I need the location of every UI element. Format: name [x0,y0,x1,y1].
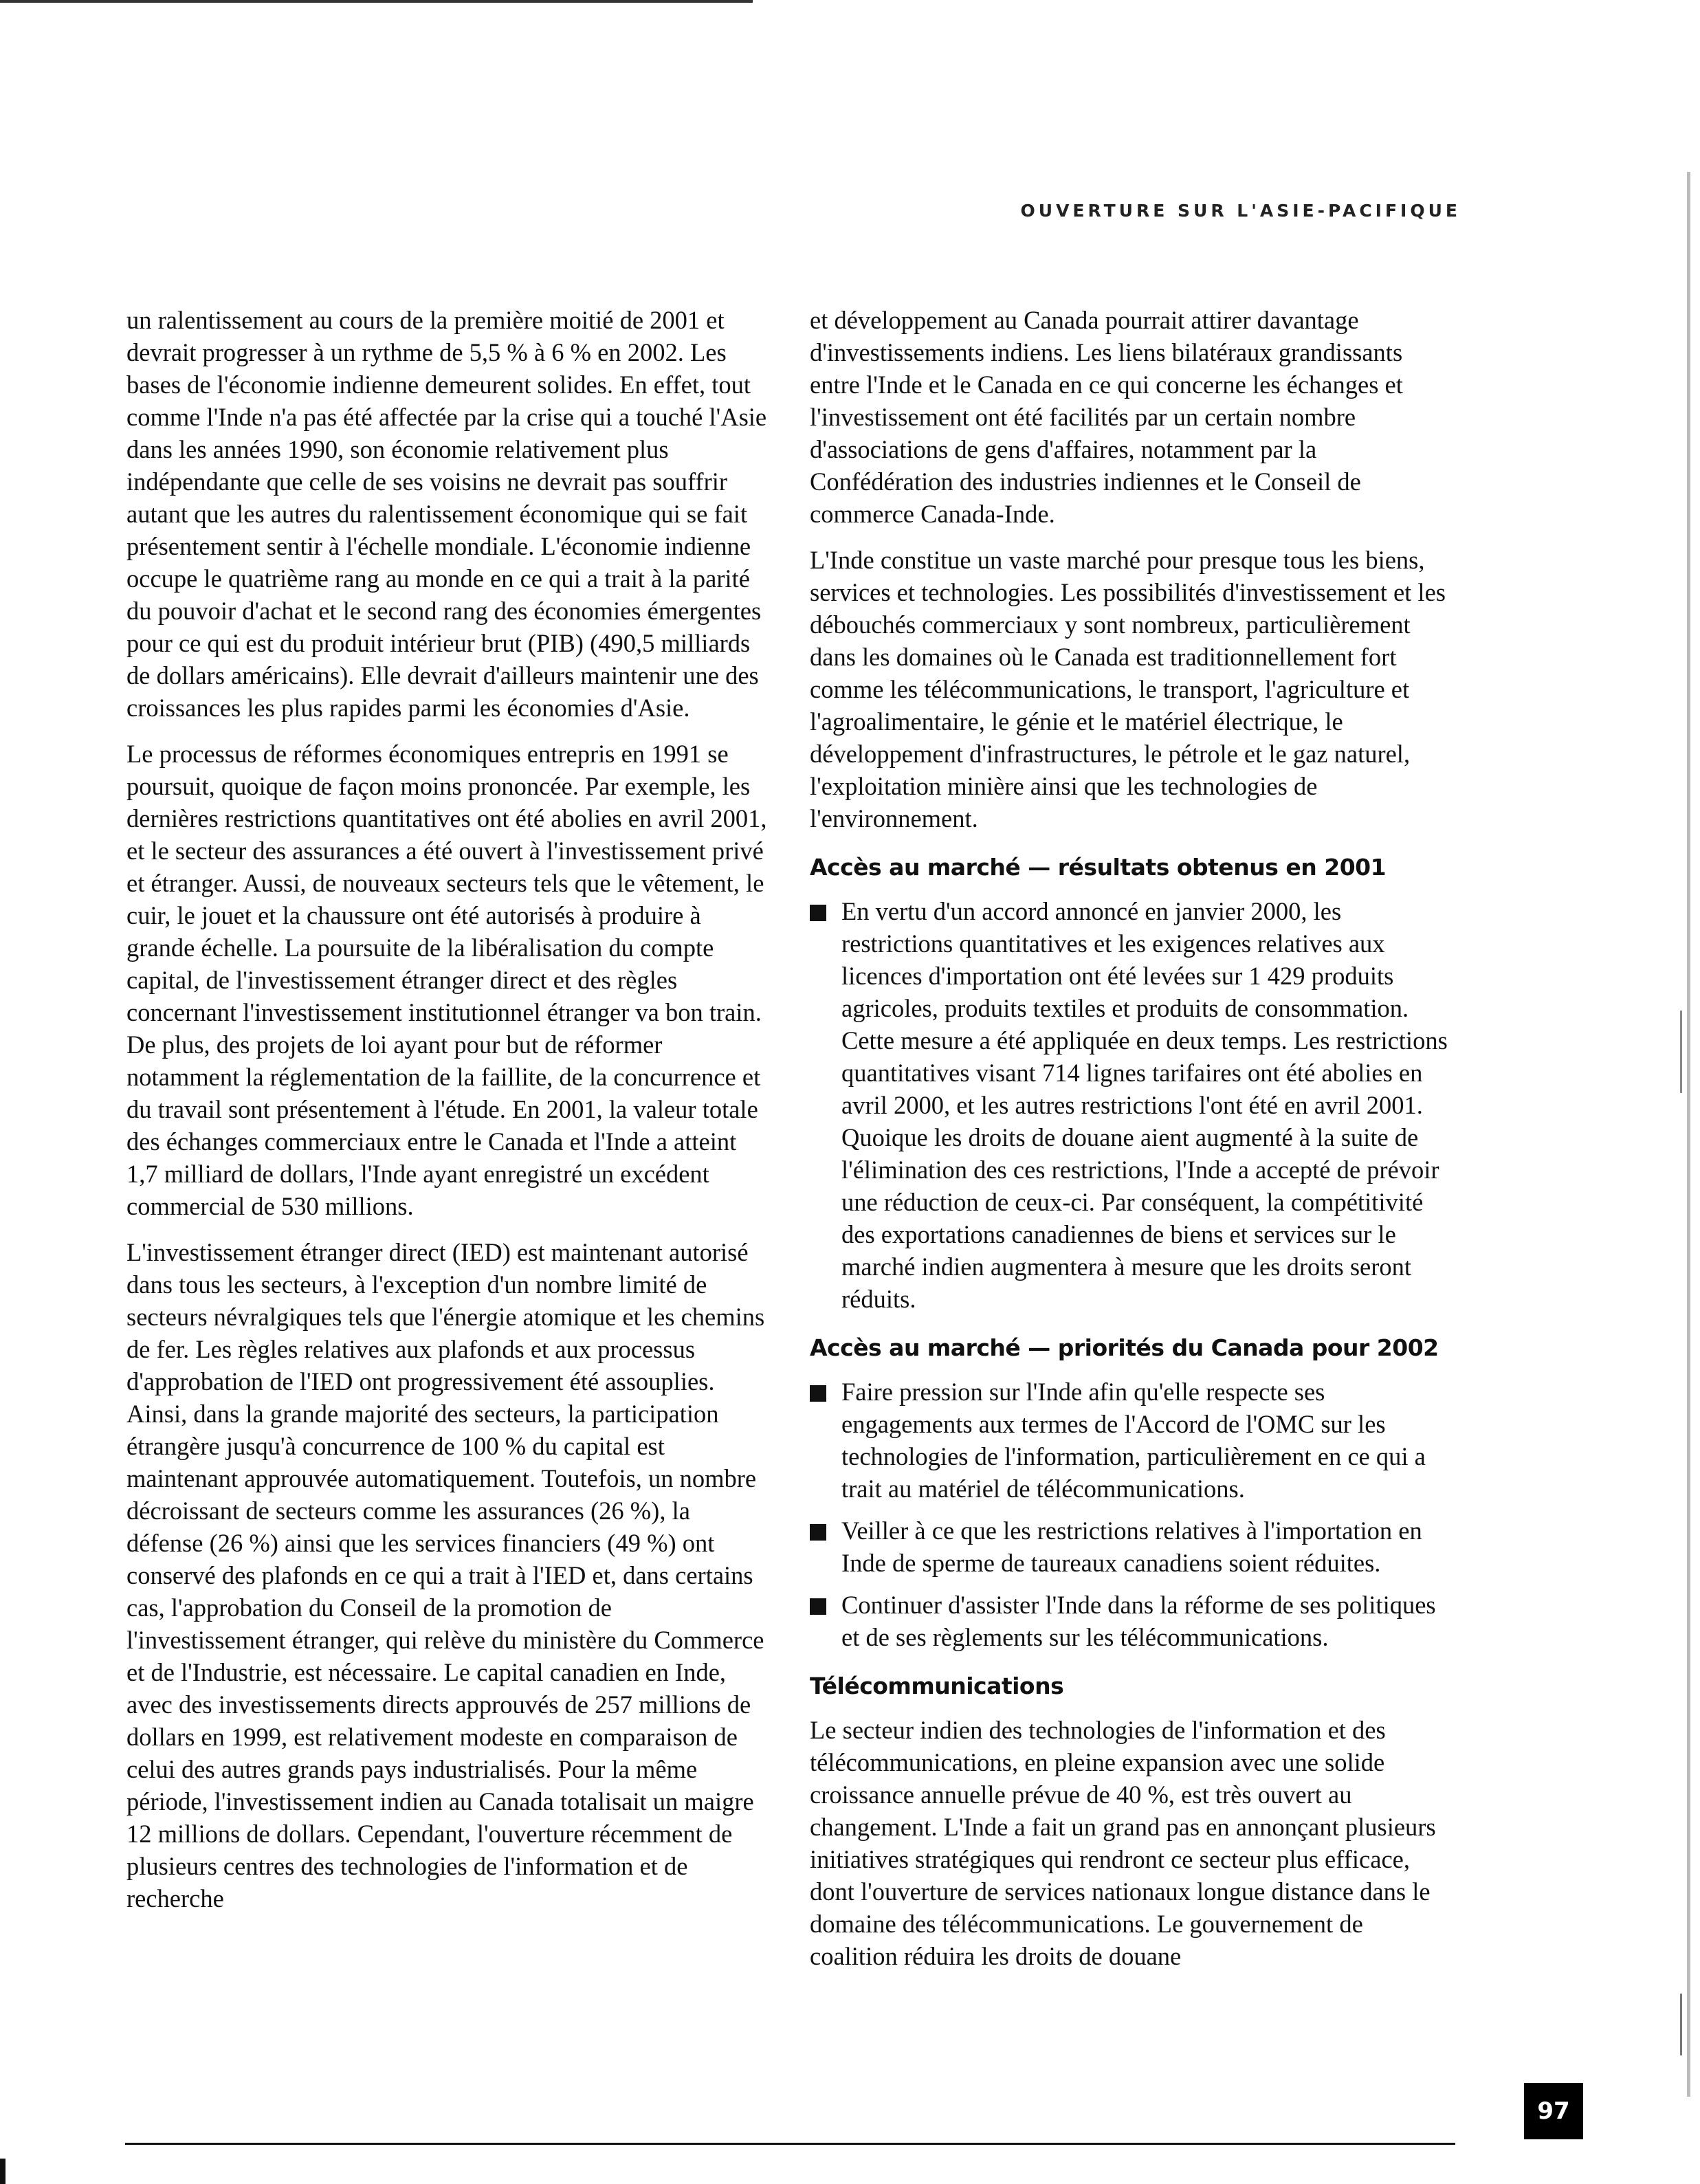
paragraph: L'investissement étranger direct (IED) est maintenant autorisé dans tous les secteurs, à l'exception d'un nombre limité de secteurs névralgiques tels que l'énergie atomique et les chemins de fer. Les règles relatives aux plafonds et aux processus d'approbation de l'IED ont progressivement été assouplies. Ainsi, dans la grande majorité des secteurs, la participation étrangère jusqu'à concurrence de 100 % du capital est maintenant approuvée automatiquement. Toutefois, un nombre décroissant de secteurs comme les assurances (26 %), la défense (26 %) ainsi que les services financiers (49 %) ont conservé des plafonds en ce qui a trait à l'IED et, dans certains cas, l'approbation du Conseil de la promotion de l'investissement étranger, qui relève du ministère du Commerce et de l'Industrie, est nécessaire. Le capital canadien en Inde, avec des investissements directs approuvés de 257 millions de dollars en 1999, est relativement modeste en comparaison de celui des autres grands pays industrialisés. Pour la même période, l'investissement indien au Canada totalisait un maigre 12 millions de dollars. Cependant, l'ouverture récemment de plusieurs centres des technologies de l'information et de recherche [126,1238,765,1912]
list-item [810,1376,1456,1505]
list-item-text: Faire pression sur l'Inde afin qu'elle respecte ses engagements aux termes de l'Accord de l'OMC sur les technologies de l'information, particulièrement en ce qui a trait au matériel de télécommunications. [841,1378,1426,1503]
scan-edge-line [1680,1994,1682,2055]
square-bullet-icon [810,1385,826,1402]
list-item-text: En vertu d'un accord annoncé en janvier 2000, les restrictions quantitatives et les exigences relatives aux licences d'importation ont été levées sur 1 429 produits agricoles, produits textiles et produits de consommation. Cette mesure a été appliquée en deux temps. Les restrictions quantitatives visant 714 lignes tarifaires ont été abolies en avril 2000, et les autres restrictions l'ont été en avril 2001. Quoique les droits de douane aient augmenté à la suite de l'élimination des ces restrictions, l'Inde a accepté de prévoir une réduction de ceux-ci. Par conséquent, la compétitivité des exportations canadiennes de biens et services sur le marché indien augmentera à mesure que les droits seront réduits. [841,897,1448,1313]
scan-edge-line [1680,1011,1682,1093]
list-item [810,1589,1456,1653]
list-item-text: Continuer d'assister l'Inde dans la réforme de ses politiques et de ses règlements sur les télécommunications. [841,1591,1436,1651]
page-number: 97 [1524,2083,1583,2139]
footer-rule [125,2143,1455,2145]
section-heading-results: Accès au marché — résultats obtenus en 2001 [810,854,1387,881]
scan-corner-mark [0,2159,5,2184]
list-item [810,1514,1456,1579]
list-item-text: Veiller à ce que les restrictions relatives à l'importation en Inde de sperme de taureaux canadiens soient réduites. [841,1516,1422,1577]
square-bullet-icon [810,1524,826,1541]
square-bullet-icon [810,905,826,921]
paragraph: et développement au Canada pourrait attirer davantage d'investissements indiens. Les liens bilatéraux grandissants entre l'Inde et le Canada en ce qui concerne les échanges et l'investissement ont été facilités par un certain nombre d'associations de gens d'affaires, notamment par la Confédération des industries indiennes et le Conseil de commerce Canada-Inde. [810,306,1403,528]
scan-edge-line [1687,172,1690,2097]
square-bullet-icon [810,1598,826,1615]
running-header: OUVERTURE SUR L'ASIE-PACIFIQUE [1020,201,1461,221]
section-heading-priorities: Accès au marché — priorités du Canada pour 2002 [810,1334,1439,1361]
section-heading-telecom: Télécommunications [810,1673,1064,1699]
right-column [810,304,1456,1986]
list-item [810,895,1456,1315]
paragraph: un ralentissement au cours de la première moitié de 2001 et devrait progresser à un rythme de 5,5 % à 6 % en 2002. Les bases de l'économie indienne demeurent solides. En effet, tout comme l'Inde n'a pas été affectée par la crise qui a touché l'Asie dans les années 1990, son économie relativement plus indépendante que celle de ses voisins ne devrait pas souffrir autant que les autres du ralentissement économique qui se fait présentement sentir à l'échelle mondiale. L'économie indienne occupe le quatrième rang au monde en ce qui a trait à la parité du pouvoir d'achat et le second rang des économies émergentes pour ce qui est du produit intérieur brut (PIB) (490,5 milliards de dollars américains). Elle devrait d'ailleurs maintenir une des croissances les plus rapides parmi les économies d'Asie. [126,306,767,722]
paragraph: L'Inde constitue un vaste marché pour presque tous les biens, services et technologies. Les possibilités d'investissement et les débouchés commerciaux y sont nombreux, particulièrement dans les domaines où le Canada est traditionnellement fort comme les télécommunications, le transport, l'agriculture et l'agroalimentaire, le génie et le matériel électrique, le développement d'infrastructures, le pétrole et le gaz naturel, l'exploitation minière ainsi que les technologies de l'environnement. [810,546,1446,832]
left-column [126,304,773,1928]
top-edge-rule [0,0,753,3]
paragraph: Le processus de réformes économiques entrepris en 1991 se poursuit, quoique de façon moins prononcée. Par exemple, les dernières restrictions quantitatives ont été abolies en avril 2001, et le secteur des assurances a été ouvert à l'investissement privé et étranger. Aussi, de nouveaux secteurs tels que le vêtement, le cuir, le jouet et la chaussure ont été autorisés à produire à grande échelle. La poursuite de la libéralisation du compte capital, de l'investissement étranger direct et des règles concernant l'investissement institutionnel étranger va bon train. De plus, des projets de loi ayant pour but de réformer notamment la réglementation de la faillite, de la concurrence et du travail sont présentement à l'étude. En 2001, la valeur totale des échanges commerciaux entre le Canada et l'Inde a atteint 1,7 milliard de dollars, l'Inde ayant enregistré un excédent commercial de 530 millions. [126,740,767,1220]
paragraph: Le secteur indien des technologies de l'information et des télécommunications, en pleine expansion avec une solide croissance annuelle prévue de 40 %, est très ouvert au changement. L'Inde a fait un grand pas en annonçant plusieurs initiatives stratégiques qui rendront ce secteur plus efficace, dont l'ouverture de services nationaux longue distance dans le domaine des télécommunications. Le gouvernement de coalition réduira les droits de douane [810,1716,1436,1970]
